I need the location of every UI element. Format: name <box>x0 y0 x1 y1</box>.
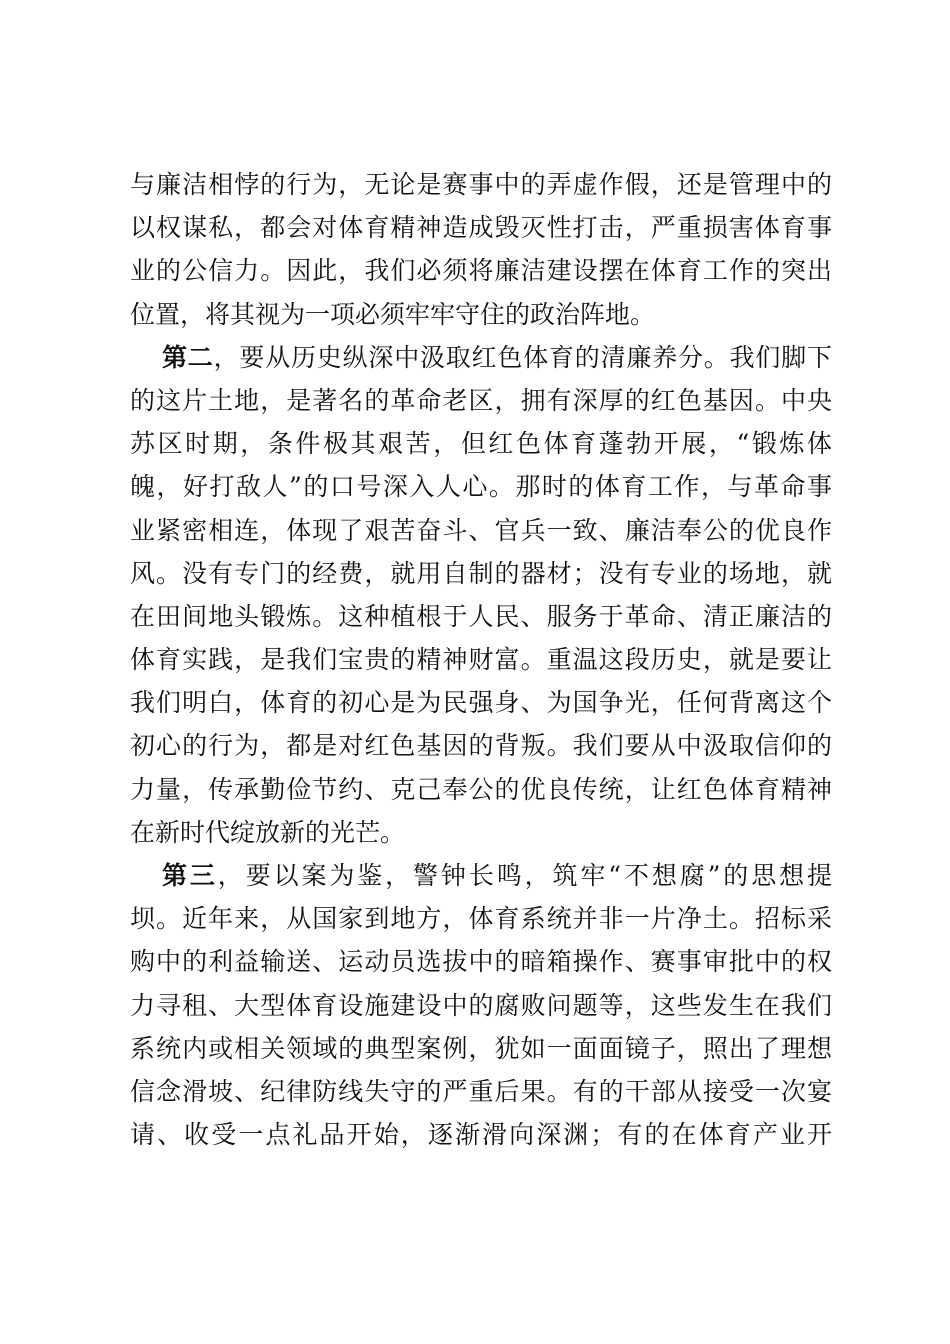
text-line: 位置，将其视为一项必须牢牢守住的政治阵地。 <box>130 299 656 329</box>
text-line: 苏区时期，条件极其艰苦，但红色体育蓬勃开展，“锻炼体 <box>130 429 832 459</box>
text-line: 与廉洁相悖的行为，无论是赛事中的弄虚作假，还是管理中的 <box>130 170 832 199</box>
text-line: 坝。近年来，从国家到地方，体育系统并非一片净土。招标采 <box>130 904 832 934</box>
text-line: 在新时代绽放新的光芒。 <box>130 817 406 847</box>
text-line: 力寻租、大型体育设施建设中的腐败问题等，这些发生在我们 <box>130 990 832 1020</box>
paragraph-3 <box>130 854 832 1156</box>
paragraph-1 <box>130 163 832 336</box>
text-line: 魄，好打敌人”的口号深入人心。那时的体育工作，与革命事 <box>130 472 832 502</box>
text-line: 系统内或相关领域的典型案例，犹如一面面镜子，照出了理想 <box>130 1033 832 1063</box>
text-line: 购中的利益输送、运动员选拔中的暗箱操作、赛事审批中的权 <box>130 947 832 977</box>
text-line: 的这片土地，是著名的革命老区，拥有深厚的红色基因。中央 <box>130 385 832 415</box>
text-span: ，要从历史纵深中汲取红色体育的清廉养分。我们脚下 <box>213 342 832 372</box>
text-line: 请、收受一点礼品开始，逐渐滑向深渊；有的在体育产业开 <box>130 1120 832 1150</box>
text-span: ，要以案为鉴，警钟长鸣，筑牢“不想腐”的思想提 <box>217 861 832 890</box>
text-line: 信念滑坡、纪律防线失守的严重后果。有的干部从接受一次宴 <box>130 1076 832 1106</box>
text-line: 初心的行为，都是对红色基因的背叛。我们要从中汲取信仰的 <box>130 731 832 761</box>
text-line: 风。没有专门的经费，就用自制的器材；没有专业的场地，就 <box>130 558 832 588</box>
paragraph-2 <box>130 336 832 854</box>
text-line: 体育实践，是我们宝贵的精神财富。重温这段历史，就是要让 <box>130 645 832 675</box>
document-body <box>130 163 832 1156</box>
paragraph-lead: 第二 <box>162 342 214 372</box>
paragraph-lead: 第三 <box>162 861 218 890</box>
text-line: 业紧密相连，体现了艰苦奋斗、官兵一致、廉洁奉公的优良作 <box>130 515 832 545</box>
text-line <box>130 336 832 379</box>
text-line: 在田间地头锻炼。这种植根于人民、服务于革命、清正廉洁的 <box>130 601 832 631</box>
text-line: 以权谋私，都会对体育精神造成毁灭性打击，严重损害体育事 <box>130 213 832 243</box>
text-line: 力量，传承勤俭节约、克己奉公的优良传统，让红色体育精神 <box>130 774 832 804</box>
text-line: 我们明白，体育的初心是为民强身、为国争光，任何背离这个 <box>130 688 832 718</box>
text-line <box>130 854 832 897</box>
text-line: 业的公信力。因此，我们必须将廉洁建设摆在体育工作的突出 <box>130 256 832 286</box>
